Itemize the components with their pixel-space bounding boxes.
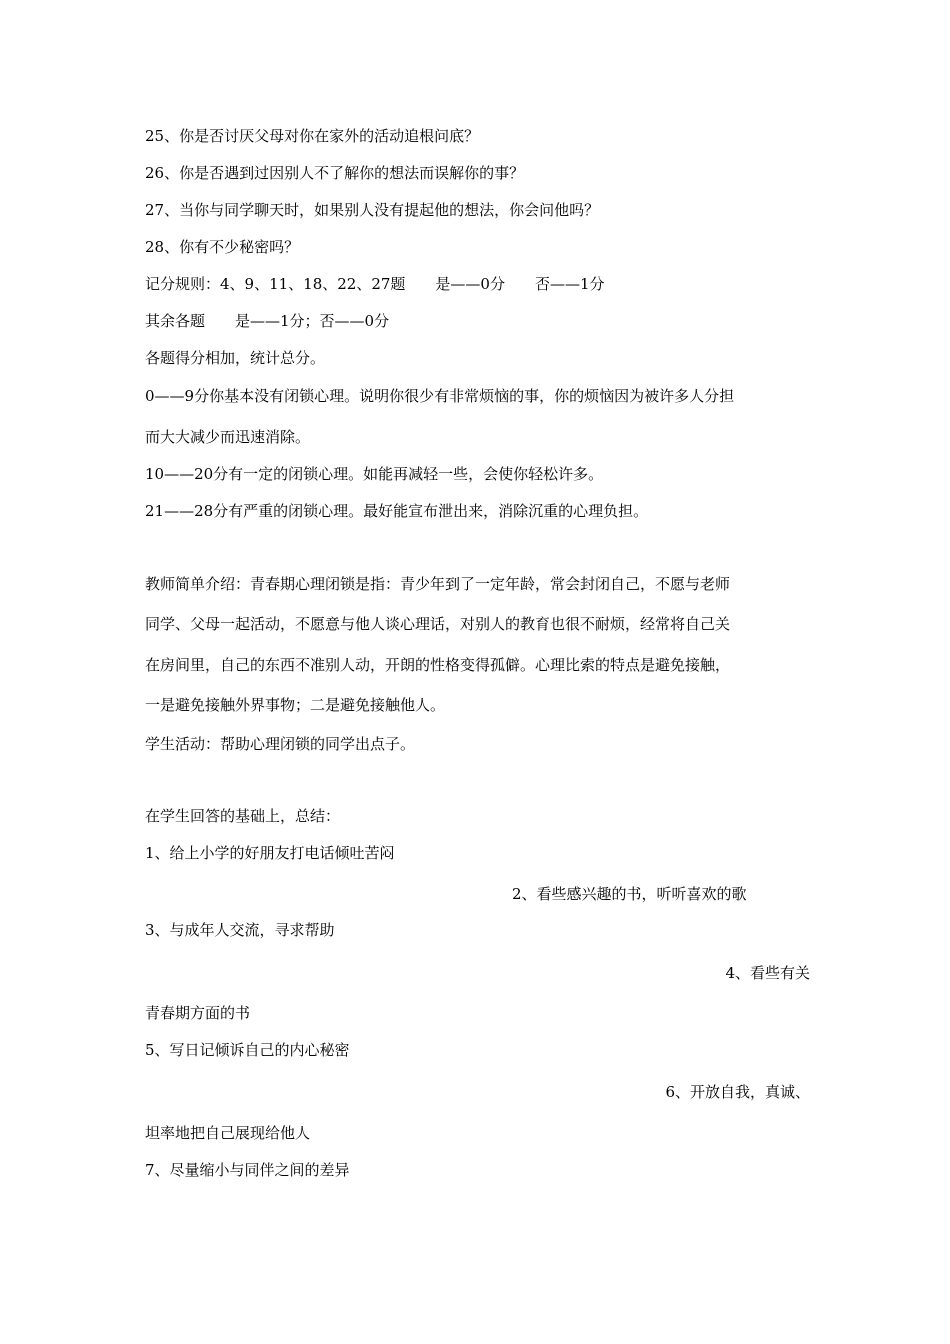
question-27: 27、当你与同学聊天时，如果别人没有提起他的想法，你会问他吗？ [145,201,600,219]
summary-item-3: 3、与成年人交流，寻求帮助 [145,921,335,939]
result-range-2: 10——20分有一定的闭锁心理。如能再减轻一些，会使你轻松许多。 [145,465,604,483]
scoring-sum: 各题得分相加，统计总分。 [145,349,326,367]
scoring-rest: 其余各题 是——1分；否——0分 [145,312,390,330]
result-range-3: 21——28分有严重的闭锁心理。最好能宣布泄出来，消除沉重的心理负担。 [145,502,649,520]
teacher-intro-line-1: 教师简单介绍：青春期心理闭锁是指：青少年到了一定年龄，常会封闭自己，不愿与老师 [145,575,731,593]
summary-item-6: 6、开放自我，真诚、 [665,1083,810,1101]
question-26: 26、你是否遇到过因别人不了解你的想法而误解你的事？ [145,164,525,182]
summary-item-6-cont: 坦率地把自己展现给他人 [145,1124,311,1142]
summary-item-1: 1、给上小学的好朋友打电话倾吐苦闷 [145,844,395,862]
summary-item-4-cont: 青春期方面的书 [145,1004,251,1022]
result-range-1-cont: 而大大减少而迅速消除。 [145,428,311,446]
result-range-1: 0——9分你基本没有闭锁心理。说明你很少有非常烦恼的事，你的烦恼因为被许多人分担 [145,387,735,405]
question-28: 28、你有不少秘密吗？ [145,238,300,256]
summary-intro: 在学生回答的基础上，总结： [145,807,341,825]
scoring-rule: 记分规则：4、9、11、18、22、27题 是——0分 否——1分 [145,275,605,293]
teacher-intro-line-2: 同学、父母一起活动，不愿意与他人谈心理话，对别人的教育也很不耐烦，经常将自己关 [145,615,731,633]
student-activity: 学生活动：帮助心理闭锁的同学出点子。 [145,735,416,753]
summary-item-2: 2、看些感兴趣的书，听听喜欢的歌 [512,885,747,903]
teacher-intro-line-4: 一是避免接触外界事物；二是避免接触他人。 [145,696,446,714]
summary-item-7: 7、尽量缩小与同伴之间的差异 [145,1161,350,1179]
question-25: 25、你是否讨厌父母对你在家外的活动追根问底？ [145,127,480,145]
teacher-intro-line-3: 在房间里，自己的东西不准别人动，开朗的性格变得孤僻。心理比索的特点是避免接触， [145,656,731,674]
summary-item-4: 4、看些有关 [725,964,810,982]
summary-item-5: 5、写日记倾诉自己的内心秘密 [145,1041,350,1059]
